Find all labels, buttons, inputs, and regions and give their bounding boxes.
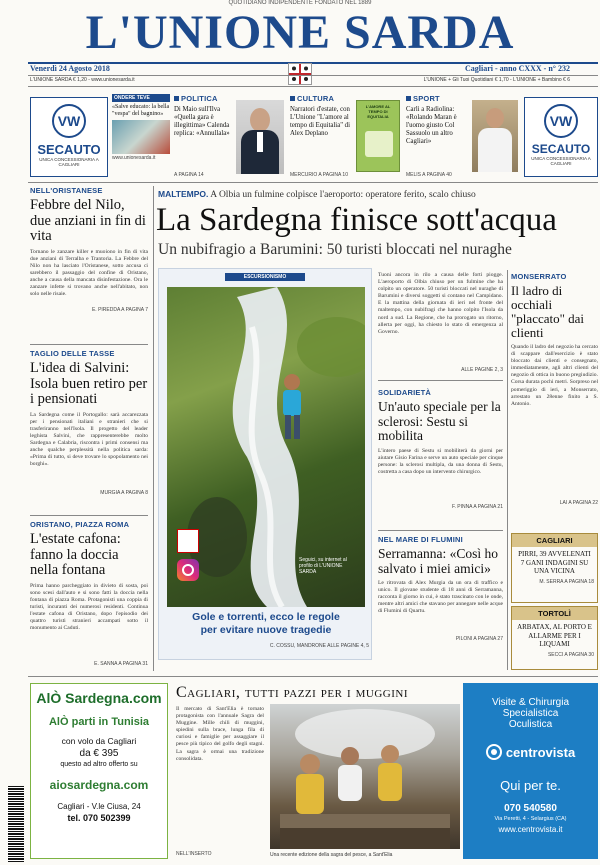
story-ref: E. PIREDDA A PAGINA 7 bbox=[91, 306, 148, 313]
teaser-photo-politician bbox=[236, 100, 284, 174]
box-ref: SECCI A PAGINA 30 bbox=[547, 651, 594, 658]
price-left: L'UNIONE SARDA € 1,20 - www.unionesarda.it bbox=[30, 77, 135, 83]
ad-line2: con volo da Cagliari bbox=[61, 736, 137, 746]
photo-caption-1: Gole e torrenti, ecco le regole bbox=[192, 611, 340, 623]
ad-line2: Specialistica bbox=[502, 708, 559, 719]
volkswagen-logo-icon: VW bbox=[52, 104, 86, 138]
story-ref: PILONI A PAGINA 27 bbox=[455, 636, 503, 642]
muggini-photo bbox=[270, 704, 460, 849]
ad-brand: SECAUTO bbox=[531, 142, 591, 156]
teaser-text: Narratori d'estate, con L'Unione "L'amore al tempo di Equitalia" di Alex Deplano bbox=[290, 106, 350, 137]
price-right: L'UNIONE + Gli Tuoi Quotidiani € 1,70 - L'UNIONE + Bambino € 6 bbox=[423, 77, 570, 83]
teaser-book-cover: L'AMORE AL TEMPO DI EQUITALIA bbox=[356, 100, 400, 172]
story-monserrato[interactable] bbox=[511, 272, 598, 506]
story-tag: NEL MARE DI FLUMINI bbox=[378, 535, 463, 544]
story-tag: TAGLIO DELLE TASSE bbox=[30, 349, 115, 358]
teaser-photo bbox=[112, 120, 170, 154]
masthead-tagline: QUOTIDIANO INDIPENDENTE FONDATO NEL 1889 bbox=[228, 0, 372, 6]
ad-addr: Via Peretti, 4 - Selargius (CA) bbox=[494, 816, 567, 822]
teaser-ref: www.unionesarda.it bbox=[112, 155, 156, 161]
story-body: Quando il ladro del negozio ha cercato di scappare dall'esercizio è stato bloccato dai clienti e consegnato, immediatamente, agli altri clienti del negozio di ottica in buono pregiudizio. Corsa durata pochi metri. Sorpreso nel pomeriggio di ieri, a Monserrato, arrestato un 28enne finito a S. Antonio. bbox=[511, 344, 598, 407]
teaser-tag: CULTURA bbox=[290, 94, 402, 103]
box-text: ARBATAX, AL PORTO E ALLARME PER I LIQUAMI bbox=[517, 623, 592, 648]
story-febbre-nilo[interactable] bbox=[30, 186, 148, 313]
qr-social-icon bbox=[177, 529, 199, 553]
kicker-text: A Olbia un fulmine colpisce l'aeroporto: operatore ferito, scalo chiuso bbox=[210, 190, 476, 200]
story-ref: E. SANNA A PAGINA 31 bbox=[94, 660, 148, 667]
story-body: Le ritrovata di Alex Murgia da un ora di traffico e unico. Il giovane studente di 18 anni di Serramanna, racconta il giorno in cui, è stato trascinato con le onde, mentre altri amici che stavano per annegare nelle acque di Flumini di Quartu. bbox=[378, 580, 503, 615]
teaser-web[interactable] bbox=[112, 94, 170, 178]
masthead-title: L'UNIONE SARDA bbox=[85, 6, 515, 59]
teaser-ref: MELIS A PAGINA 40 bbox=[406, 172, 452, 178]
teaser-cultura[interactable] bbox=[290, 94, 402, 178]
story-headline: Il ladro di occhiali "placcato" dai clienti bbox=[511, 283, 585, 340]
story-ref: F. PINNA A PAGINA 21 bbox=[451, 503, 503, 510]
main-subheadline: Un nubifragio a Barumini: 50 turisti bloccati nel nuraghe bbox=[158, 241, 512, 258]
teaser-text: Di Maio sull'Ilva «Quella gara è illegittima» Calenda replica: «Annullala» bbox=[174, 106, 230, 137]
ad-line4: Qui per te. bbox=[500, 778, 561, 793]
ad-centrovista[interactable] bbox=[463, 683, 598, 859]
box-tortoli[interactable] bbox=[511, 606, 598, 670]
sardinia-flag-icon bbox=[288, 63, 312, 85]
teaser-ref: MERCURIO A PAGINA 10 bbox=[290, 172, 348, 178]
ad-sub: UNICA CONCESSIONARIA A CAGLIARI bbox=[39, 157, 99, 167]
story-body: Prima hanno parcheggiato in divieto di sosta, poi sono scesi dall'auto e si sono fatti la doccia nella fontana di piazza Roma. Protagonisti una coppia di turisti, incuranti dei numerosi residenti. Continua l'estate cafona di Oristano, dopo l'episodio dei quattro turisti stranieri accampati sotto il monumento ai Caduti. bbox=[30, 582, 148, 632]
kicker-label: MALTEMPO. bbox=[158, 189, 209, 199]
muggini-photo-caption: Una recente edizione della sagra del pesce, a Sant'Elia bbox=[270, 852, 393, 858]
story-headline: L'estate cafona: fanno la doccia nella fontana bbox=[30, 531, 121, 578]
ad-aio-sardegna[interactable] bbox=[30, 683, 168, 859]
barcode bbox=[8, 786, 24, 862]
story-muggini-headline[interactable]: Cagliari, tutti pazzi per i muggini bbox=[176, 684, 409, 701]
ad-site[interactable]: www.centrovista.it bbox=[498, 825, 563, 834]
masthead-edition: Cagliari - anno CXXX - n° 232 bbox=[465, 64, 570, 73]
ad-price: da € 395 bbox=[79, 748, 119, 759]
story-headline: Un'auto speciale per la sclerosi: Sestu si mobilita bbox=[378, 399, 501, 443]
volkswagen-logo-icon: VW bbox=[544, 104, 578, 138]
masthead-date: Venerdì 24 Agosto 2018 bbox=[30, 64, 110, 73]
teaser-tag: SPORT bbox=[406, 94, 520, 103]
story-salvini[interactable] bbox=[30, 349, 148, 496]
main-body-ref: ALLE PAGINE 2, 3 bbox=[461, 367, 503, 373]
story-headline: Febbre del Nilo, due anziani in fin di vita bbox=[30, 197, 146, 244]
instagram-icon[interactable] bbox=[177, 559, 199, 581]
teaser-ref: A PAGINA 14 bbox=[174, 172, 204, 178]
photo-caption-2: per evitare nuove tragedie bbox=[200, 624, 332, 636]
story-tag: NELL'ORISTANESE bbox=[30, 186, 103, 195]
ad-tel: tel. 070 502399 bbox=[67, 813, 131, 823]
centrovista-logo-icon bbox=[486, 744, 502, 760]
box-cagliari[interactable] bbox=[511, 533, 598, 603]
story-headline: Serramanna: «Così ho salvato i miei amici» bbox=[378, 546, 498, 576]
main-body: Tuoni ancora in rilo a causa delle forti piogge. L'aeroporto di Olbia chiuso per un fulmine che ha colpito un operatore. 50 turisti bloccati nel nuraghe di Barumini e diversi soggetti si contano nel Campidano. E la mattina della giornata di ieri nel fronte del maltempo, con nubifragi che hanno colpito l'Isola da nord a sud. La Regione, che ha prorogato un ritorno, allerta per oggi, ha chiesto lo stato di emergenza al Governo. bbox=[378, 272, 503, 335]
story-tag: SOLIDARIETÀ bbox=[378, 388, 432, 397]
main-kicker bbox=[158, 189, 598, 200]
story-sestu[interactable] bbox=[378, 388, 503, 510]
story-tag: MONSERRATO bbox=[511, 272, 567, 281]
story-body: La Sardegna come il Portogallo: sarà accarezzata per i pensionati italiani e stranieri che si trasferiranno nell'Isola. Il progetto del leader leghista Salvini, che rappresenterebbe molto Sardegna e Calabria, riscontra i primi consensi ma anche qualche perplessità nella politica sarda: «Prima di tutto, si deve trovare lo spopolamento nei borghi». bbox=[30, 411, 148, 468]
photo-overlay-text: Seguici, su internet al profilo di L'UNIONE SARDA bbox=[299, 557, 347, 575]
teaser-sport[interactable] bbox=[406, 94, 520, 178]
story-muggini-ref: NELL'INSERTO bbox=[176, 851, 212, 857]
ad-brand: SECAUTO bbox=[37, 142, 101, 157]
ad-secauto-left[interactable] bbox=[30, 97, 108, 177]
ad-line1: Visite & Chirurgia bbox=[491, 697, 570, 708]
ad-site[interactable]: aiosardegna.com bbox=[49, 778, 149, 792]
teaser-text: Carli a Radiolina: «Rolando Maran è l'uomo giusto Col Sassuolo un altro Cagliari» bbox=[406, 106, 457, 145]
story-estate-cafona[interactable] bbox=[30, 520, 148, 667]
story-serramanna[interactable] bbox=[378, 535, 503, 642]
story-body: Tornano le zanzare killer e muoiono in fin di vita due anziani di Terralba e Trantorìa. La Febbre del Nilo non ha lasciato l'Oristanese, sotto accusa ci sarebbero il passaggio del confine di Oristano, anche a causa della mancata disinfestazione. Ora le zanzare infette si trovano anche nell'abitato, non solo nelle risaie. bbox=[30, 248, 148, 298]
ad-brand: AlÒ Sardegna.com bbox=[31, 684, 167, 706]
ad-line3: Oculistica bbox=[508, 719, 553, 730]
ad-addr: Cagliari - V.le Ciusa, 24 bbox=[57, 802, 141, 811]
ad-line3: questo ad altro offerto su bbox=[60, 761, 138, 768]
teaser-tag: ONDERE TEVE bbox=[112, 94, 170, 102]
story-headline: L'idea di Salvini: Isola buen retiro per i pensionati bbox=[30, 360, 148, 407]
story-tag: ORISTANO, PIAZZA ROMA bbox=[30, 520, 130, 529]
ad-phone: 070 540580 bbox=[504, 803, 557, 814]
teaser-tag: POLITICA bbox=[174, 94, 286, 103]
story-ref: MURGIA A PAGINA 8 bbox=[100, 489, 148, 496]
teaser-photo-coach bbox=[472, 100, 518, 172]
main-headline[interactable]: La Sardegna finisce sott'acqua bbox=[156, 202, 557, 238]
teaser-politica[interactable] bbox=[174, 94, 286, 178]
story-muggini-body: Il mercato di Sant'Elia è tornato protagonista con l'annuale Sagra del Muggine. Mille chili di muggini, spiedini sulla brace, lunga fila di curiosi e famiglie per assaggiare il pesce più tipico del golfo degli stagni. La sagra è ormai una tradizione consolidata. bbox=[176, 706, 264, 762]
box-title: TORTOLÌ bbox=[512, 607, 597, 620]
box-title: CAGLIARI bbox=[512, 534, 597, 547]
story-ref: LAI A PAGINA 22 bbox=[559, 500, 598, 506]
ad-brand: centrovista bbox=[505, 744, 576, 760]
ad-line1: AlÒ parti in Tunisia bbox=[48, 716, 150, 728]
waterfall-photo bbox=[167, 287, 365, 607]
box-text: PIRRI, 39 AVVELENATI 7 GANI INDAGINI SU UNA VICINA bbox=[518, 550, 591, 575]
box-ref: M. SERRA A PAGINA 18 bbox=[539, 578, 594, 585]
photo-ref: C. COSSU, MANDRONE ALLE PAGINE 4, 5 bbox=[269, 643, 369, 649]
photo-tag: ESCURSIONISMO bbox=[225, 273, 305, 281]
main-photo-frame[interactable] bbox=[158, 268, 372, 660]
teaser-text: «Salve educato: la bella "vespa" del bagnino» bbox=[112, 104, 170, 117]
ad-secauto-right[interactable] bbox=[524, 97, 598, 177]
story-body: L'intero paese di Sestu si mobiliterà da giorni per aiutare Gisio Farina e serve un auto speciale per cinque persone: la sclerosi multipla, da una donna di Sestu, costretta a casa dopo un intervento chirurgico. bbox=[378, 447, 503, 475]
ad-sub: UNICA CONCESSIONARIA A CAGLIARI bbox=[531, 156, 591, 166]
